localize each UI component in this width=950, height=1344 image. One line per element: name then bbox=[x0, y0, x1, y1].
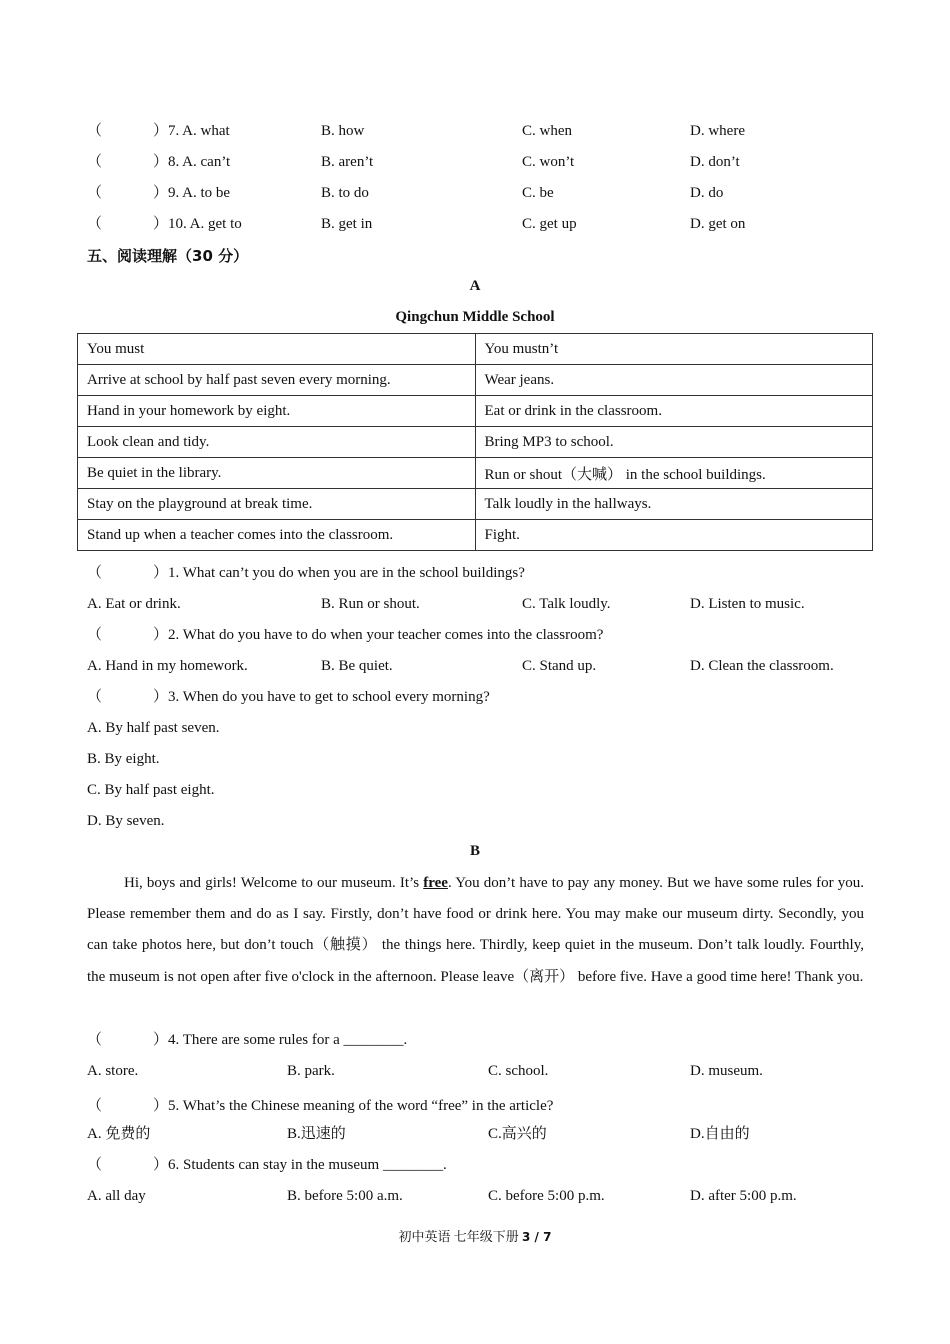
option-c: C. before 5:00 p.m. bbox=[488, 1188, 605, 1204]
passage-text-start: Hi, boys and girls! Welcome to our museum. It’s bbox=[124, 875, 424, 891]
table-cell: Bring MP3 to school. bbox=[475, 427, 873, 458]
question-row bbox=[87, 1154, 872, 1176]
question-row bbox=[87, 686, 872, 708]
option-a: A. store. bbox=[87, 1063, 139, 1079]
option-c: C. get up bbox=[522, 216, 577, 232]
passage-keyword: free bbox=[423, 875, 448, 891]
table-row bbox=[78, 520, 873, 551]
table-cell: Eat or drink in the classroom. bbox=[475, 396, 873, 427]
table-header-row bbox=[78, 334, 873, 365]
option-b: B.迅速的 bbox=[287, 1126, 346, 1142]
table-cell: Fight. bbox=[475, 520, 873, 551]
cloze-row bbox=[87, 151, 872, 173]
question-text: ）10. A. get to bbox=[153, 216, 242, 232]
option-b: B. to do bbox=[321, 185, 369, 201]
option-b: B. Be quiet. bbox=[321, 658, 393, 674]
option-c: C.高兴的 bbox=[488, 1126, 547, 1142]
table-header: You must bbox=[78, 334, 476, 365]
option-line bbox=[87, 748, 872, 770]
option-b: B. Run or shout. bbox=[321, 596, 420, 612]
options-row bbox=[87, 1123, 872, 1145]
option-d: D. By seven. bbox=[87, 813, 165, 829]
table-row bbox=[78, 427, 873, 458]
table-row bbox=[78, 365, 873, 396]
answer-paren[interactable]: （ bbox=[87, 123, 103, 139]
table-cell: Hand in your homework by eight. bbox=[78, 396, 476, 427]
answer-paren[interactable]: （ bbox=[87, 1032, 103, 1048]
option-b: B. how bbox=[321, 123, 365, 139]
option-b: B. get in bbox=[321, 216, 373, 232]
options-row bbox=[87, 1185, 872, 1207]
table-cell: Arrive at school by half past seven every morning. bbox=[78, 365, 476, 396]
option-d: D.自由的 bbox=[690, 1126, 750, 1142]
option-line bbox=[87, 810, 872, 832]
part-a-title: Qingchun Middle School bbox=[395, 309, 555, 325]
question-text: ）8. A. can’t bbox=[153, 154, 231, 170]
question-text: ）7. A. what bbox=[153, 123, 230, 139]
question-row bbox=[87, 1095, 872, 1117]
table-cell: Be quiet in the library. bbox=[78, 458, 476, 489]
question-row bbox=[87, 624, 872, 646]
option-b: B. By eight. bbox=[87, 751, 160, 767]
question-row bbox=[87, 1029, 872, 1051]
option-c: C. Talk loudly. bbox=[522, 596, 611, 612]
option-c: C. Stand up. bbox=[522, 658, 597, 674]
cloze-row bbox=[87, 120, 872, 142]
table-cell: Stay on the playground at break time. bbox=[78, 489, 476, 520]
rules-table bbox=[77, 333, 873, 551]
cloze-row bbox=[87, 213, 872, 235]
part-b-label: B bbox=[469, 843, 480, 859]
option-c: C. won’t bbox=[522, 154, 575, 170]
option-b: B. park. bbox=[287, 1063, 335, 1079]
option-line bbox=[87, 779, 872, 801]
page-footer bbox=[0, 1226, 950, 1245]
option-a: A. Eat or drink. bbox=[87, 596, 181, 612]
option-d: D. Clean the classroom. bbox=[690, 658, 834, 674]
option-d: D. Listen to music. bbox=[690, 596, 805, 612]
table-row bbox=[78, 396, 873, 427]
answer-paren[interactable]: （ bbox=[87, 1157, 103, 1173]
answer-paren[interactable]: （ bbox=[87, 185, 103, 201]
footer-text: 初中英语 七年级下册 bbox=[398, 1229, 523, 1244]
option-c: C. school. bbox=[488, 1063, 549, 1079]
part-a-label: A bbox=[469, 278, 481, 294]
option-a: A. Hand in my homework. bbox=[87, 658, 248, 674]
answer-paren[interactable]: （ bbox=[87, 154, 103, 170]
question-text: ）5. What’s the Chinese meaning of the word “free” in the article? bbox=[153, 1098, 554, 1114]
question-text: ）9. A. to be bbox=[153, 185, 231, 201]
table-cell: Run or shout（大喊） in the school buildings. bbox=[475, 458, 873, 489]
option-a: A. By half past seven. bbox=[87, 720, 220, 736]
option-d: D. museum. bbox=[690, 1063, 763, 1079]
answer-paren[interactable]: （ bbox=[87, 627, 103, 643]
option-line bbox=[87, 717, 872, 739]
cloze-row bbox=[87, 182, 872, 204]
answer-paren[interactable]: （ bbox=[87, 1098, 103, 1114]
reading-passage bbox=[87, 868, 864, 993]
question-text: ）2. What do you have to do when your teacher comes into the classroom? bbox=[153, 627, 604, 643]
question-text: ）6. Students can stay in the museum ________. bbox=[153, 1157, 447, 1173]
table-header: You mustn’t bbox=[475, 334, 873, 365]
option-d: D. where bbox=[690, 123, 745, 139]
passage-text-end: . You don’t have to pay any money. But we have some rules for you. Please remember them and do as I say. Firstly, don’t have food or drink here. You may make our museum dirty. Secondly, you can take photos here, but don’t touch（触摸） the things here. Thirdly, keep quiet in the museum. Don’t talk loudly. Fourthly, the museum is not open after five o'clock in the afternoon. Please leave（离开） before five. Have a good time here! Thank you. bbox=[87, 875, 864, 985]
option-a: A. 免费的 bbox=[87, 1126, 151, 1142]
option-b: B. aren’t bbox=[321, 154, 374, 170]
options-row bbox=[87, 1060, 872, 1082]
option-d: D. don’t bbox=[690, 154, 740, 170]
option-c: C. By half past eight. bbox=[87, 782, 215, 798]
options-row bbox=[87, 593, 872, 615]
answer-paren[interactable]: （ bbox=[87, 565, 103, 581]
option-c: C. be bbox=[522, 185, 554, 201]
answer-paren[interactable]: （ bbox=[87, 689, 103, 705]
table-row bbox=[78, 489, 873, 520]
question-text: ）4. There are some rules for a ________. bbox=[153, 1032, 408, 1048]
option-d: D. do bbox=[690, 185, 724, 201]
table-cell: Look clean and tidy. bbox=[78, 427, 476, 458]
option-b: B. before 5:00 a.m. bbox=[287, 1188, 403, 1204]
option-d: D. after 5:00 p.m. bbox=[690, 1188, 797, 1204]
option-a: A. all day bbox=[87, 1188, 146, 1204]
question-text: ）1. What can’t you do when you are in the school buildings? bbox=[153, 565, 525, 581]
answer-paren[interactable]: （ bbox=[87, 216, 103, 232]
question-row bbox=[87, 562, 872, 584]
option-d: D. get on bbox=[690, 216, 746, 232]
table-cell: Talk loudly in the hallways. bbox=[475, 489, 873, 520]
section-title: 五、阅读理解（30 分） bbox=[87, 247, 249, 265]
option-c: C. when bbox=[522, 123, 572, 139]
table-row bbox=[78, 458, 873, 489]
question-text: ）3. When do you have to get to school every morning? bbox=[153, 689, 490, 705]
options-row bbox=[87, 655, 872, 677]
table-cell: Wear jeans. bbox=[475, 365, 873, 396]
table-cell: Stand up when a teacher comes into the classroom. bbox=[78, 520, 476, 551]
page-number: 3 / 7 bbox=[522, 1230, 552, 1244]
